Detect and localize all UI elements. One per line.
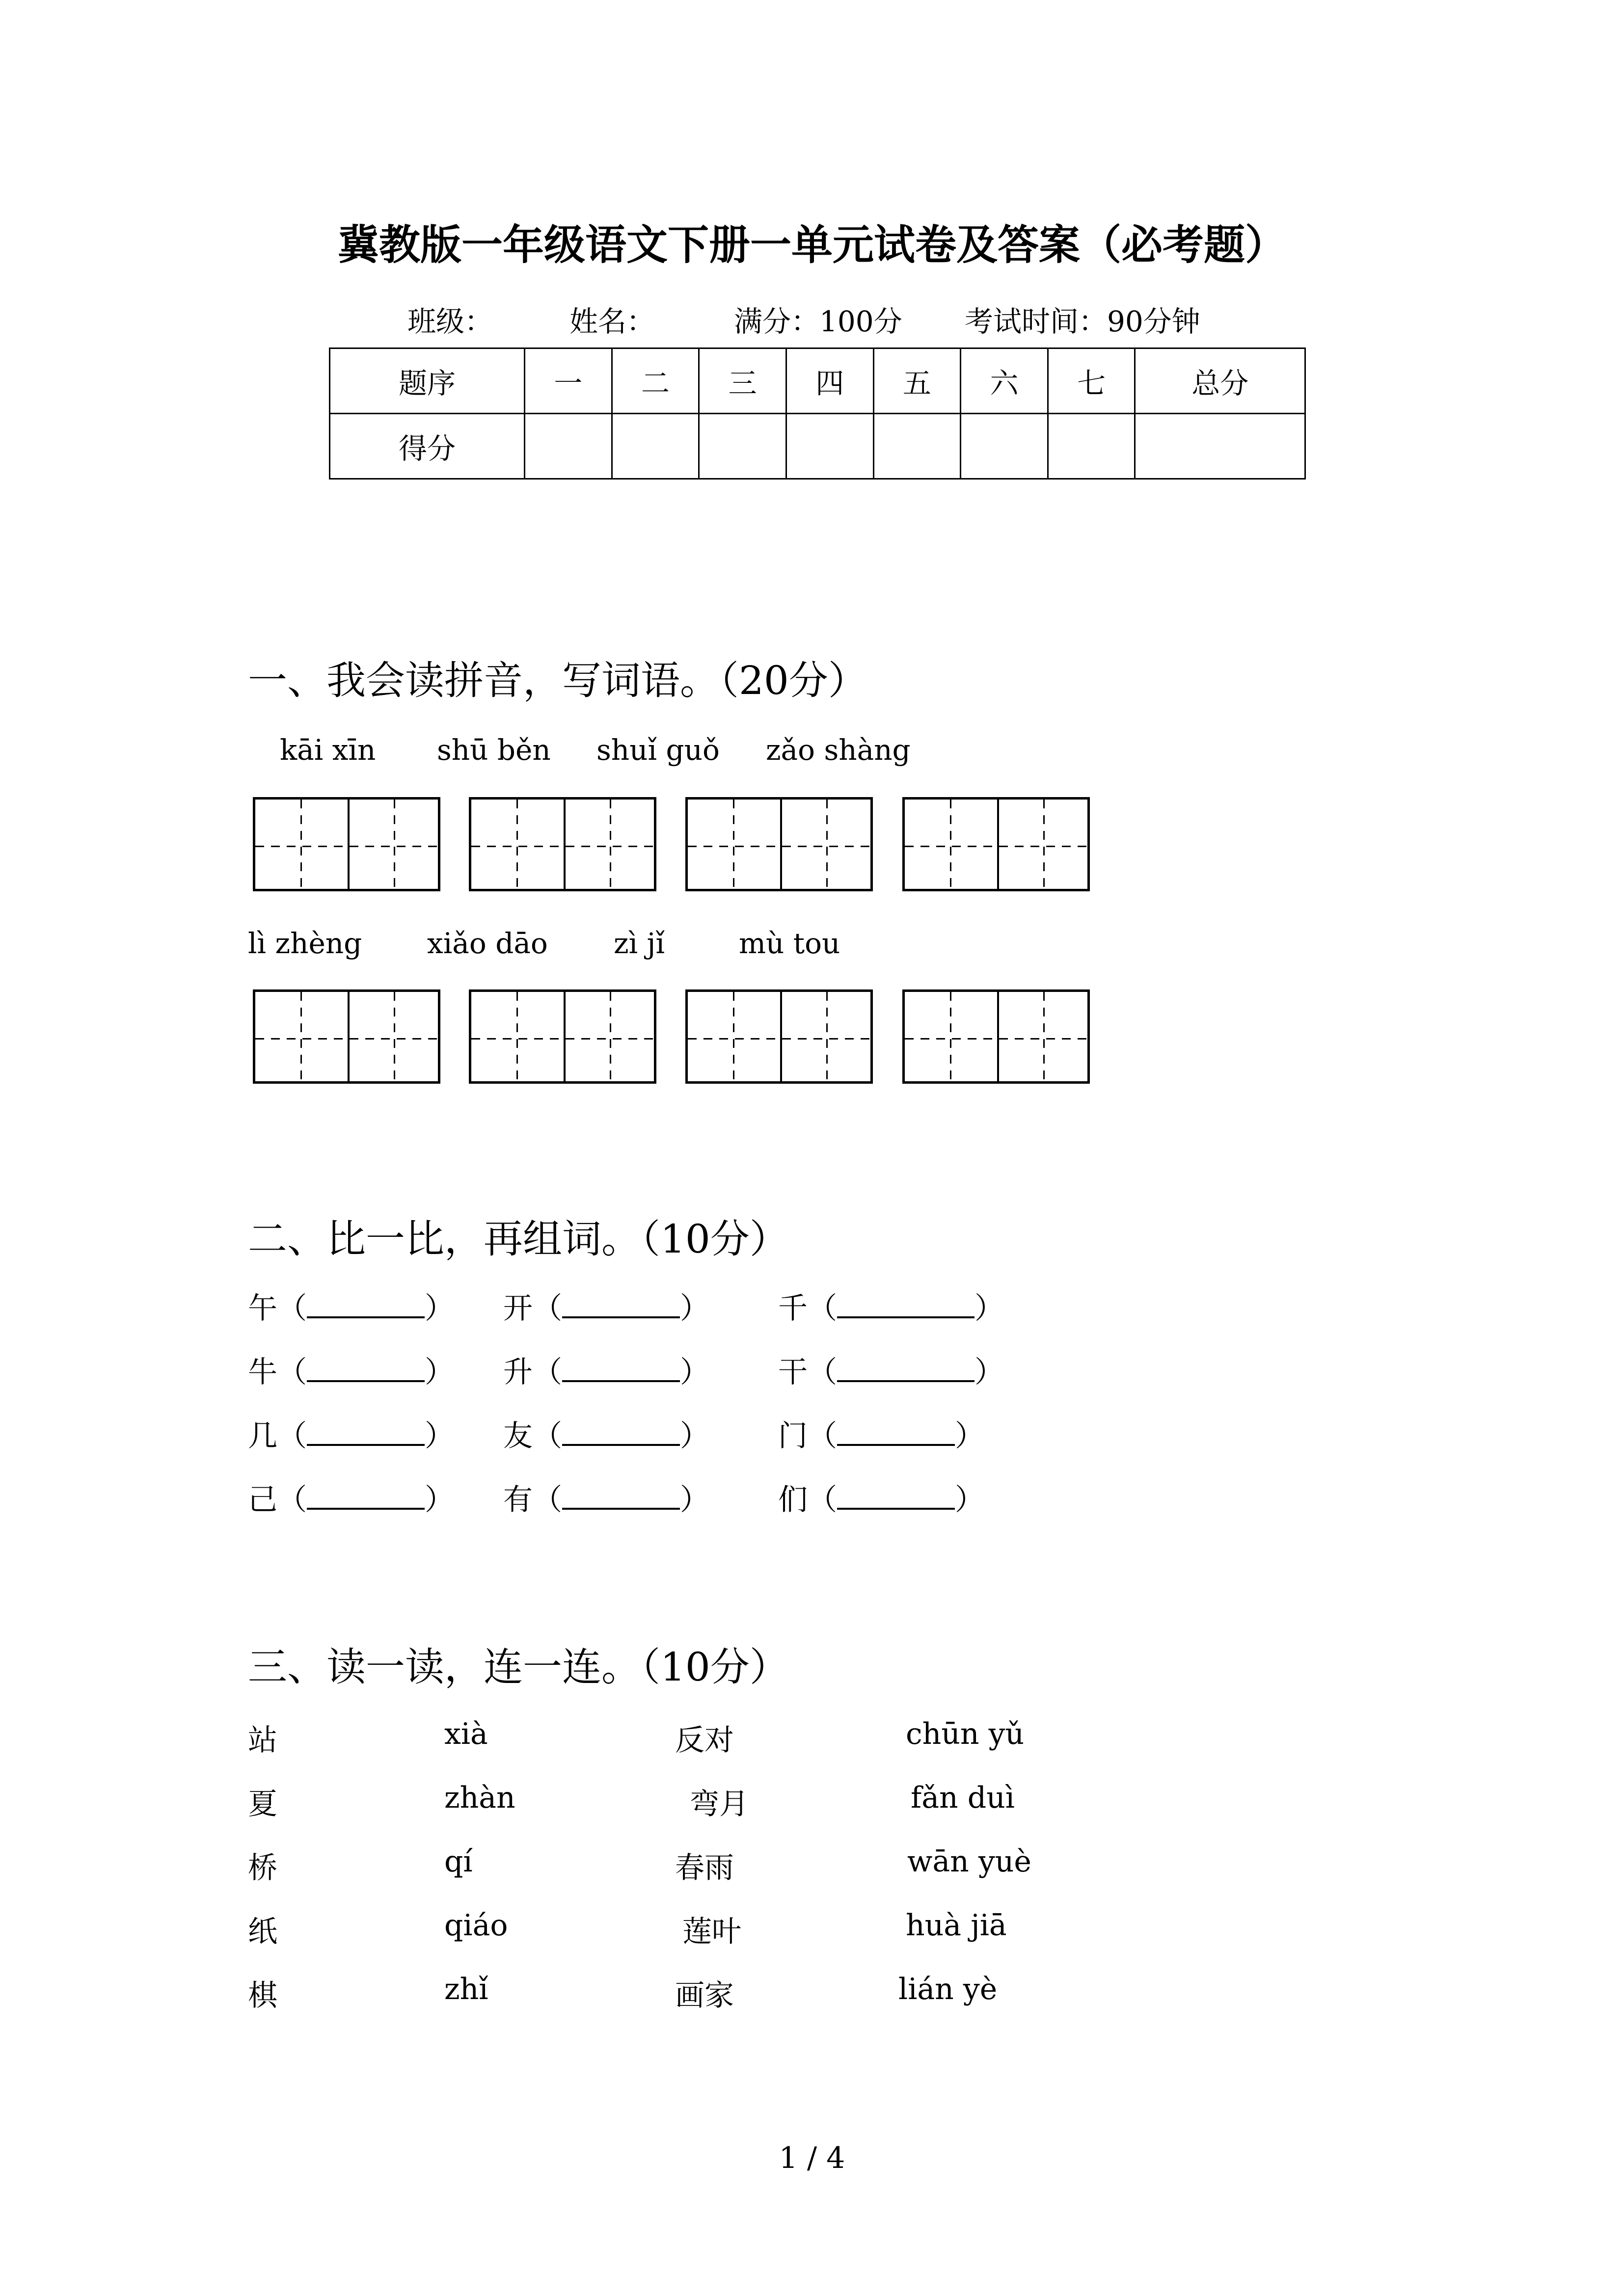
match-pinyin[interactable]: zhǐ — [444, 1972, 488, 2006]
match-word-pinyin[interactable]: fǎn duì — [911, 1781, 1015, 1815]
writing-grid[interactable] — [902, 797, 1090, 891]
score-header-cell: 三 — [699, 348, 786, 414]
word-building-item: 门（ ） — [778, 1413, 984, 1455]
match-pinyin[interactable]: xià — [444, 1717, 488, 1751]
score-cell[interactable] — [786, 414, 873, 479]
writing-grid[interactable] — [469, 989, 656, 1084]
score-cell[interactable] — [1135, 414, 1305, 479]
match-word[interactable]: 莲叶 — [682, 1915, 741, 1949]
match-word-pinyin[interactable]: huà jiā — [906, 1908, 1007, 1943]
writing-grid[interactable] — [685, 797, 873, 891]
answer-blank[interactable] — [562, 1415, 680, 1446]
score-cell[interactable] — [525, 414, 612, 479]
section2-heading: 二、比一比，再组词。（10分） — [248, 1216, 789, 1262]
pinyin-word: shuǐ guǒ — [596, 733, 720, 767]
score-header-cell: 七 — [1048, 348, 1135, 414]
score-cell[interactable] — [1048, 414, 1135, 479]
score-header-cell: 四 — [786, 348, 873, 414]
answer-blank[interactable] — [837, 1478, 955, 1510]
match-word[interactable]: 画家 — [675, 1978, 734, 2013]
answer-blank[interactable] — [837, 1287, 974, 1318]
word-building-item: 干（ ） — [778, 1349, 1004, 1391]
answer-blank[interactable] — [307, 1287, 425, 1318]
word-building-item: 午（ ） — [248, 1285, 454, 1327]
answer-blank[interactable] — [837, 1351, 974, 1382]
answer-blank[interactable] — [562, 1287, 680, 1318]
match-word[interactable]: 春雨 — [675, 1851, 734, 1885]
section3-heading: 三、读一读，连一连。（10分） — [248, 1644, 789, 1690]
word-building-item: 千（ ） — [778, 1285, 1004, 1327]
pinyin-word: mù tou — [739, 927, 840, 960]
score-header-cell: 六 — [961, 348, 1048, 414]
word-building-item: 几（ ） — [248, 1413, 454, 1455]
word-building-item: 们（ ） — [778, 1476, 984, 1519]
pinyin-word: kāi xīn — [280, 733, 376, 767]
section1-heading: 一、我会读拼音，写词语。（20分） — [248, 658, 867, 703]
page-title: 冀教版一年级语文下册一单元试卷及答案（必考题） — [337, 220, 1286, 269]
answer-blank[interactable] — [307, 1478, 425, 1510]
writing-grid[interactable] — [253, 989, 440, 1084]
score-table-header-row — [330, 348, 1305, 414]
word-building-item: 牛（ ） — [248, 1349, 454, 1391]
full-score-label: 满分：100分 — [734, 305, 902, 338]
match-word[interactable]: 反对 — [675, 1723, 734, 1758]
score-header-cell: 一 — [525, 348, 612, 414]
score-row-label: 得分 — [330, 414, 525, 479]
writing-grid[interactable] — [902, 989, 1090, 1084]
pinyin-word: zì jǐ — [614, 927, 665, 960]
match-pinyin[interactable]: zhàn — [444, 1781, 515, 1815]
match-word-pinyin[interactable]: wān yuè — [907, 1844, 1031, 1879]
answer-blank[interactable] — [837, 1415, 955, 1446]
word-building-item: 友（ ） — [503, 1413, 709, 1455]
match-character[interactable]: 棋 — [248, 1978, 277, 2013]
match-character[interactable]: 夏 — [248, 1787, 277, 1821]
match-character[interactable]: 桥 — [248, 1851, 277, 1885]
pinyin-word: xiǎo dāo — [427, 927, 548, 960]
pinyin-word: zǎo shàng — [766, 733, 911, 767]
score-header-cell: 二 — [612, 348, 699, 414]
pinyin-word: lì zhèng — [248, 927, 362, 960]
name-label: 姓名： — [569, 305, 655, 338]
score-cell[interactable] — [873, 414, 961, 479]
match-word-pinyin[interactable]: lián yè — [898, 1972, 998, 2006]
answer-blank[interactable] — [562, 1351, 680, 1382]
exam-time-label: 考试时间：90分钟 — [965, 305, 1200, 338]
match-word-pinyin[interactable]: chūn yǔ — [906, 1717, 1025, 1751]
score-table-score-row — [330, 414, 1305, 479]
word-building-item: 己（ ） — [248, 1476, 454, 1519]
match-word[interactable]: 弯月 — [690, 1787, 749, 1821]
score-cell[interactable] — [699, 414, 786, 479]
score-header-cell: 题序 — [330, 348, 525, 414]
score-table — [329, 347, 1306, 480]
pinyin-word: shū běn — [437, 733, 551, 767]
writing-grid[interactable] — [253, 797, 440, 891]
score-cell[interactable] — [612, 414, 699, 479]
answer-blank[interactable] — [307, 1415, 425, 1446]
score-header-cell: 总分 — [1135, 348, 1305, 414]
class-label: 班级： — [407, 305, 493, 338]
score-header-cell: 五 — [873, 348, 961, 414]
score-cell[interactable] — [961, 414, 1048, 479]
writing-grid[interactable] — [685, 989, 873, 1084]
word-building-item: 开（ ） — [503, 1285, 709, 1327]
page-number: 1 / 4 — [779, 2141, 845, 2175]
answer-blank[interactable] — [562, 1478, 680, 1510]
answer-blank[interactable] — [307, 1351, 425, 1382]
word-building-item: 有（ ） — [503, 1476, 709, 1519]
word-building-item: 升（ ） — [503, 1349, 709, 1391]
match-pinyin[interactable]: qí — [444, 1844, 473, 1879]
writing-grid[interactable] — [469, 797, 656, 891]
match-character[interactable]: 纸 — [248, 1915, 277, 1949]
match-pinyin[interactable]: qiáo — [444, 1908, 508, 1943]
match-character[interactable]: 站 — [248, 1723, 277, 1758]
